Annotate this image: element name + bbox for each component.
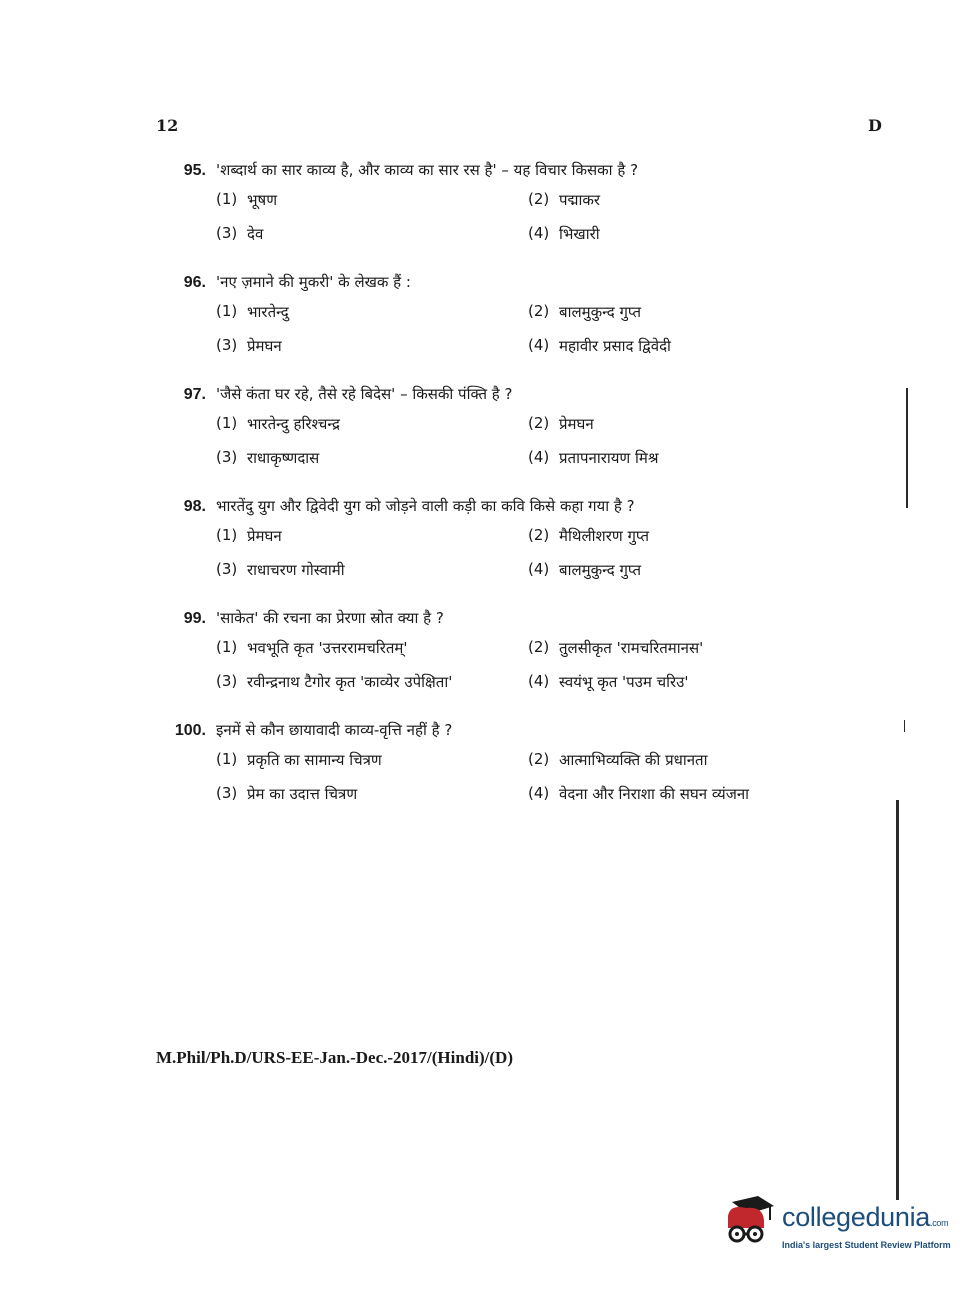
option-2	[528, 750, 848, 770]
set-code: D	[868, 116, 882, 135]
option-number: (2)	[528, 302, 550, 320]
option-2	[528, 302, 848, 322]
option-text: मैथिलीशरण गुप्त	[559, 527, 650, 545]
option-text: राधाकृष्णदास	[247, 449, 320, 467]
option-text: प्रेमघन	[247, 337, 282, 355]
option-list	[216, 526, 840, 580]
option-text: भिखारी	[559, 225, 600, 243]
option-2	[528, 190, 848, 210]
option-3	[216, 672, 528, 692]
question-text: 'नए ज़माने की मुकरी' के लेखक हैं :	[216, 273, 411, 291]
option-text: देव	[247, 225, 264, 243]
question-text: 'जैसे कंता घर रहे, तैसे रहे बिदेस' – किसकी पंक्ति है ?	[216, 385, 513, 403]
option-text: राधाचरण गोस्वामी	[247, 561, 345, 579]
option-text: बालमुकुन्द गुप्त	[559, 303, 642, 321]
margin-line	[906, 388, 908, 508]
question-text: 'साकेत' की रचना का प्रेरणा स्रोत क्या है ?	[216, 609, 444, 627]
option-number: (2)	[528, 414, 550, 432]
question-text: भारतेंदु युग और द्विवेदी युग को जोड़ने वाली कड़ी का कवि किसे कहा गया है ?	[216, 497, 635, 515]
option-number: (2)	[528, 750, 550, 768]
option-text: प्रतापनारायण मिश्र	[559, 449, 659, 467]
option-1	[216, 638, 528, 658]
option-number: (2)	[528, 526, 550, 544]
option-3	[216, 560, 528, 580]
question-number: 96.	[183, 274, 206, 291]
option-text: प्रेमघन	[247, 527, 282, 545]
option-2	[528, 526, 848, 546]
option-text: भवभूति कृत 'उत्तररामचरितम्'	[247, 639, 408, 657]
option-list	[216, 414, 840, 468]
page-number: 12	[156, 116, 179, 135]
option-3	[216, 224, 528, 244]
option-2	[528, 414, 848, 434]
option-number: (1)	[216, 526, 238, 544]
option-number: (3)	[216, 784, 238, 802]
option-2	[528, 638, 848, 658]
logo-wordmark: collegedunia.com	[782, 1202, 949, 1232]
option-list	[216, 638, 840, 692]
option-number: (3)	[216, 560, 238, 578]
mascot-icon	[718, 1194, 778, 1254]
option-number: (3)	[216, 672, 238, 690]
question-97	[160, 384, 840, 468]
option-number: (1)	[216, 638, 238, 656]
option-4	[528, 560, 848, 580]
option-number: (2)	[528, 190, 550, 208]
option-text: महावीर प्रसाद द्विवेदी	[559, 337, 671, 355]
option-4	[528, 448, 848, 468]
question-99	[160, 608, 840, 692]
logo-tagline: India's largest Student Review Platform	[782, 1240, 951, 1250]
option-number: (4)	[528, 672, 550, 690]
option-number: (1)	[216, 414, 238, 432]
option-number: (4)	[528, 560, 550, 578]
option-text: वेदना और निराशा की सघन व्यंजना	[559, 785, 750, 803]
option-3	[216, 784, 528, 804]
question-100	[160, 720, 840, 804]
option-number: (3)	[216, 336, 238, 354]
question-number: 95.	[183, 162, 206, 179]
option-number: (4)	[528, 336, 550, 354]
option-3	[216, 336, 528, 356]
option-text: प्रेम का उदात्त चित्रण	[247, 785, 358, 803]
option-number: (1)	[216, 190, 238, 208]
option-text: भारतेन्दु	[247, 303, 289, 321]
option-text: रवीन्द्रनाथ टैगोर कृत 'काव्येर उपेक्षिता'	[247, 673, 453, 691]
question-95	[160, 160, 840, 244]
option-text: बालमुकुन्द गुप्त	[559, 561, 642, 579]
option-number: (4)	[528, 784, 550, 802]
collegedunia-logo	[718, 1192, 950, 1262]
question-number: 97.	[183, 386, 206, 403]
question-text: 'शब्दार्थ का सार काव्य है, और काव्य का सार रस है' – यह विचार किसका है ?	[216, 161, 639, 179]
question-number: 99.	[183, 610, 206, 627]
option-1	[216, 302, 528, 322]
option-number: (2)	[528, 638, 550, 656]
option-list	[216, 302, 840, 356]
option-text: आत्माभिव्यक्ति की प्रधानता	[559, 751, 708, 769]
margin-line	[904, 720, 905, 732]
option-number: (1)	[216, 750, 238, 768]
option-list	[216, 750, 840, 804]
option-number: (4)	[528, 448, 550, 466]
option-4	[528, 224, 848, 244]
option-4	[528, 336, 848, 356]
option-text: प्रेमघन	[559, 415, 594, 433]
margin-line	[896, 800, 899, 1200]
question-number: 100.	[174, 722, 206, 739]
option-text: भारतेन्दु हरिश्चन्द्र	[247, 415, 340, 433]
option-text: प्रकृति का सामान्य चित्रण	[247, 751, 382, 769]
paper-code: M.Phil/Ph.D/URS-EE-Jan.-Dec.-2017/(Hindi)/(D)	[156, 1048, 513, 1067]
option-1	[216, 750, 528, 770]
option-number: (1)	[216, 302, 238, 320]
option-text: पद्माकर	[559, 191, 601, 209]
option-text: भूषण	[247, 191, 278, 209]
question-96	[160, 272, 840, 356]
question-number: 98.	[183, 498, 206, 515]
option-4	[528, 672, 848, 692]
question-text: इनमें से कौन छायावादी काव्य-वृत्ति नहीं है ?	[216, 721, 453, 739]
question-98	[160, 496, 840, 580]
option-1	[216, 190, 528, 210]
option-4	[528, 784, 848, 804]
option-number: (4)	[528, 224, 550, 242]
option-number: (3)	[216, 448, 238, 466]
option-text: तुलसीकृत 'रामचरितमानस'	[559, 639, 704, 657]
option-1	[216, 414, 528, 434]
option-1	[216, 526, 528, 546]
option-text: स्वयंभू कृत 'पउम चरिउ'	[559, 673, 689, 691]
option-number: (3)	[216, 224, 238, 242]
option-3	[216, 448, 528, 468]
option-list	[216, 190, 840, 244]
